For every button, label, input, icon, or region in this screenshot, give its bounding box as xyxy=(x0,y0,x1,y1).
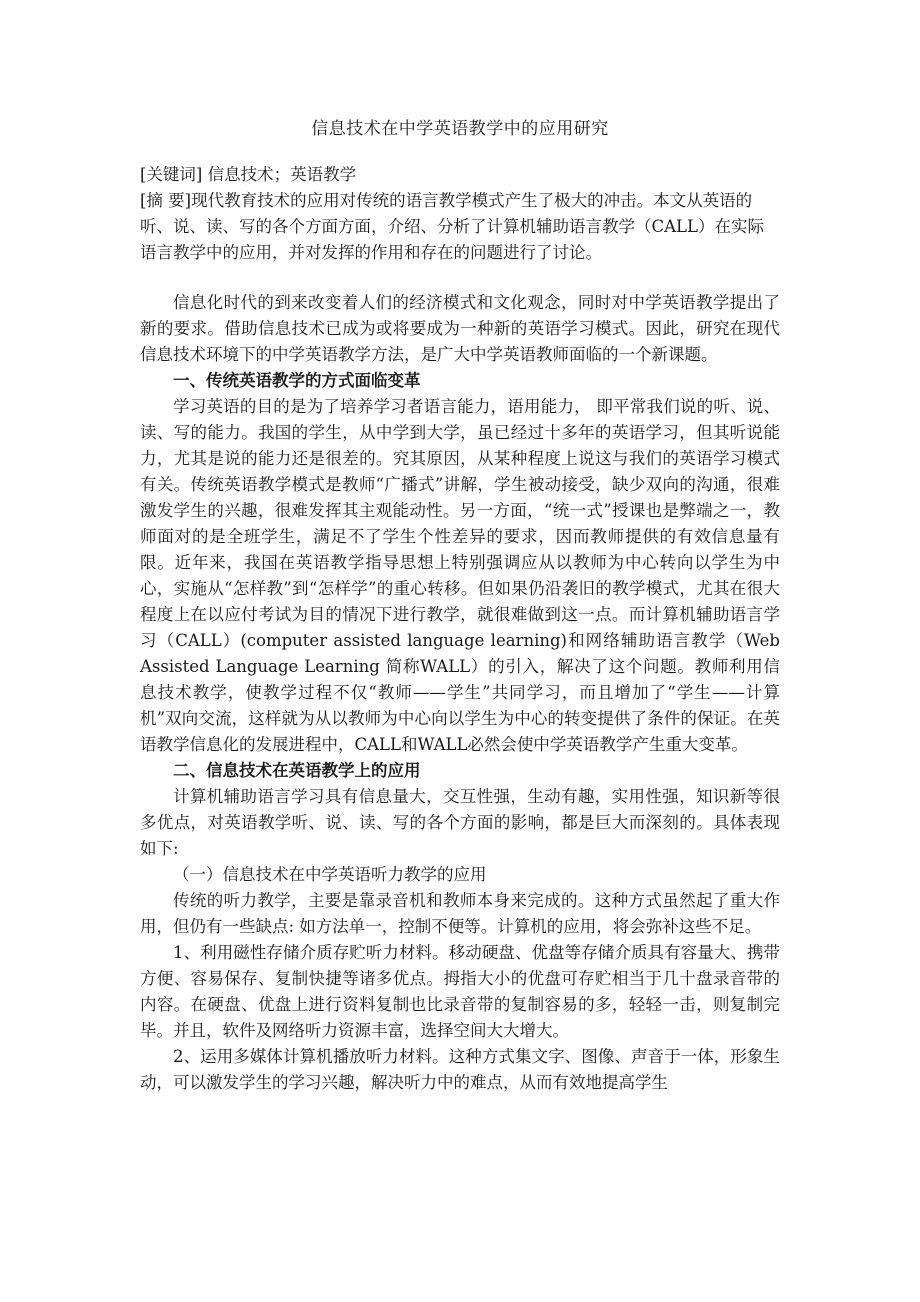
subsection-1-paragraph: 传统的听力教学，主要是靠录音机和教师本身来完成的。这种方式虽然起了重大作用，但仍有一些缺点: 如方法单一，控制不便等。计算机的应用，将会弥补这些不足。 xyxy=(140,891,780,936)
section-2-heading: 二、信息技术在英语教学上的应用 xyxy=(173,761,421,780)
section-1-heading: 一、传统英语教学的方式面临变革 xyxy=(173,371,421,390)
section-1-paragraph: 学习英语的目的是为了培养学习者语言能力，语用能力， 即平常我们说的听、说、读、写的能力。我国的学生，从中学到大学，虽已经过十多年的英语学习，但其听说能力，尤其是说的能力还是很差的。究其原因，从某种程度上说这与我们的英语学习模式有关。传统英语教学模式是教师“广播式”讲解，学生被动接受，缺少双向的沟通，很难激发学生的兴趣，很难发挥其主观能动性。另一方面，“统一式”授课也是弊端之一，教师面对的是全班学生，满足不了学生个性差异的要求，因而教师提供的有效信息量有限。近年来，我国在英语教学指导思想上特别强调应从以教师为中心转向以学生为中心，实施从“怎样教”到“怎样学”的重心转移。但如果仍沿袭旧的教学模式，尤其在很大程度上在以应付考试为目的情况下进行教学，就很难做到这一点。而计算机辅助语言学习（CALL）(computer assisted language learning)和网络辅助语言教学（Web Assisted Language Learning 简称WALL）的引入，解决了这个问题。教师利用信息技术教学，使教学过程不仅“教师——学生”共同学习，而且增加了“学生——计算机”双向交流，这样就为从以教师为中心向以学生为中心的转变提供了条件的保证。在英语教学信息化的发展进程中，CALL和WALL必然会使中学英语教学产生重大变革。 xyxy=(140,397,780,754)
subsection-1-heading: （一）信息技术在中学英语听力教学的应用 xyxy=(173,865,487,884)
list-item-2: 2、运用多媒体计算机播放听力材料。这种方式集文字、图像、声音于一体，形象生动，可以激发学生的学习兴趣，解决听力中的难点，从而有效地提高学生 xyxy=(140,1047,780,1092)
intro-paragraph: 信息化时代的到来改变着人们的经济模式和文化观念，同时对中学英语教学提出了新的要求。借助信息技术已成为或将要成为一种新的英语学习模式。因此，研究在现代信息技术环境下的中学英语教学方法，是广大中学英语教师面临的一个新课题。 xyxy=(140,293,780,364)
list-item-1: 1、利用磁性存储介质存贮听力材料。移动硬盘、优盘等存储介质具有容量大、携带方便、容易保存、复制快捷等诸多优点。拇指大小的优盘可存贮相当于几十盘录音带的内容。在硬盘、优盘上进行资料复制也比录音带的复制容易的多，轻轻一击，则复制完毕。并且，软件及网络听力资源丰富，选择空间大大增大。 xyxy=(140,943,780,1040)
keywords-line: [关键词] 信息技术；英语教学 xyxy=(140,165,357,184)
abstract-paragraph: [摘 要]现代教育技术的应用对传统的语言教学模式产生了极大的冲击。本文从英语的听、说、读、写的各个方面方面，介绍、分析了计算机辅助语言教学（CALL）在实际语言教学中的应用，并对发挥的作用和存在的问题进行了讨论。 xyxy=(140,191,764,262)
section-2-paragraph: 计算机辅助语言学习具有信息量大，交互性强，生动有趣，实用性强，知识新等很多优点，对英语教学听、说、读、写的各个方面的影响，都是巨大而深刻的。具体表现如下: xyxy=(140,787,780,858)
paper-title: 信息技术在中学英语教学中的应用研究 xyxy=(311,119,609,139)
body-text xyxy=(140,290,780,1096)
